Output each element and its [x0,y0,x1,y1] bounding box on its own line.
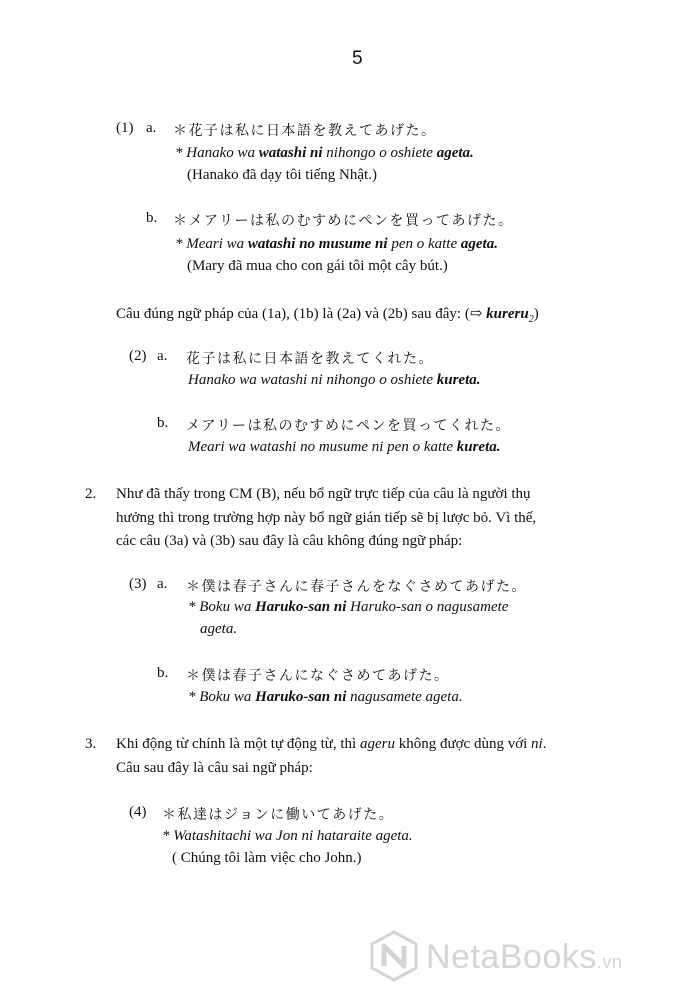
example-2b-letter: b. [157,415,169,431]
example-1-label: (1) [116,120,134,136]
item-3-number: 3. [85,736,97,752]
example-3a-romaji: * Boku wa Haruko-san ni Haruko-san o nagusamete [188,599,509,615]
example-3b-letter: b. [157,665,169,681]
example-2b-romaji: Meari wa watashi no musume ni pen o katte kureta. [188,439,501,455]
example-3a-japanese: ＊僕は春子さんに春子さんをなぐさめてあげた。 [186,579,527,595]
page-number: 5 [352,48,363,69]
item-2-line-2: hưởng thì trong trường hợp này bổ ngữ gián tiếp sẽ bị lược bỏ. Vì thế, [116,510,537,526]
item-2-line-1: Như đã thấy trong CM (B), nếu bổ ngữ trực tiếp của câu là người thụ [116,486,531,502]
watermark-text: NetaBooks.vn [426,938,623,976]
example-2a-letter: a. [157,348,168,364]
example-2a-japanese: 花子は私に日本語を教えてくれた。 [186,351,434,367]
item-3-line-2: Câu sau đây là câu sai ngữ pháp: [116,760,313,776]
example-3b-japanese: ＊僕は春子さんになぐさめてあげた。 [186,668,450,684]
example-3b-romaji: * Boku wa Haruko-san ni nagusamete ageta. [188,689,463,705]
example-1a-japanese: ＊花子は私に日本語を教えてあげた。 [173,123,437,139]
example-1b-letter: b. [146,210,158,226]
example-1b-translation: (Mary đã mua cho con gái tôi một cây bút.) [187,258,448,274]
example-4-translation: ( Chúng tôi làm việc cho John.) [172,850,362,866]
example-1b-romaji: * Meari wa watashi no musume ni pen o katte ageta. [175,236,498,252]
example-1b-japanese: ＊メアリーは私のむすめにペンを買ってあげた。 [173,213,514,229]
item-3-line-1: Khi động từ chính là một tự động từ, thì ageru không được dùng với ni. [116,736,547,752]
example-3a-romaji-cont: ageta. [200,621,238,637]
example-1a-romaji: * Hanako wa watashi ni nihongo o oshiete ageta. [175,145,474,161]
example-3a-letter: a. [157,576,168,592]
example-4-japanese: ＊私達はジョンに働いてあげた。 [162,807,395,823]
item-2-line-3: các câu (3a) và (3b) sau đây là câu không đúng ngữ pháp: [116,533,463,549]
example-4-label: (4) [129,804,147,820]
example-3-label: (3) [129,576,147,592]
example-1a-translation: (Hanako đã dạy tôi tiếng Nhật.) [187,167,377,183]
right-arrow-icon: ⇨ [469,306,483,322]
netabooks-logo-icon [368,930,420,982]
watermark [368,930,688,990]
example-1a-letter: a. [146,120,157,136]
intro-paragraph-2: Câu đúng ngữ pháp của (1a), (1b) là (2a) và (2b) sau đây: (⇨ kureru$_2$) [116,306,539,325]
example-2a-romaji: Hanako wa watashi ni nihongo o oshiete kureta. [188,372,481,388]
example-2b-japanese: メアリーは私のむすめにペンを買ってくれた。 [186,418,511,434]
example-2-label: (2) [129,348,147,364]
item-2-number: 2. [85,486,97,502]
example-4-romaji: * Watashitachi wa Jon ni hataraite ageta. [162,828,413,844]
